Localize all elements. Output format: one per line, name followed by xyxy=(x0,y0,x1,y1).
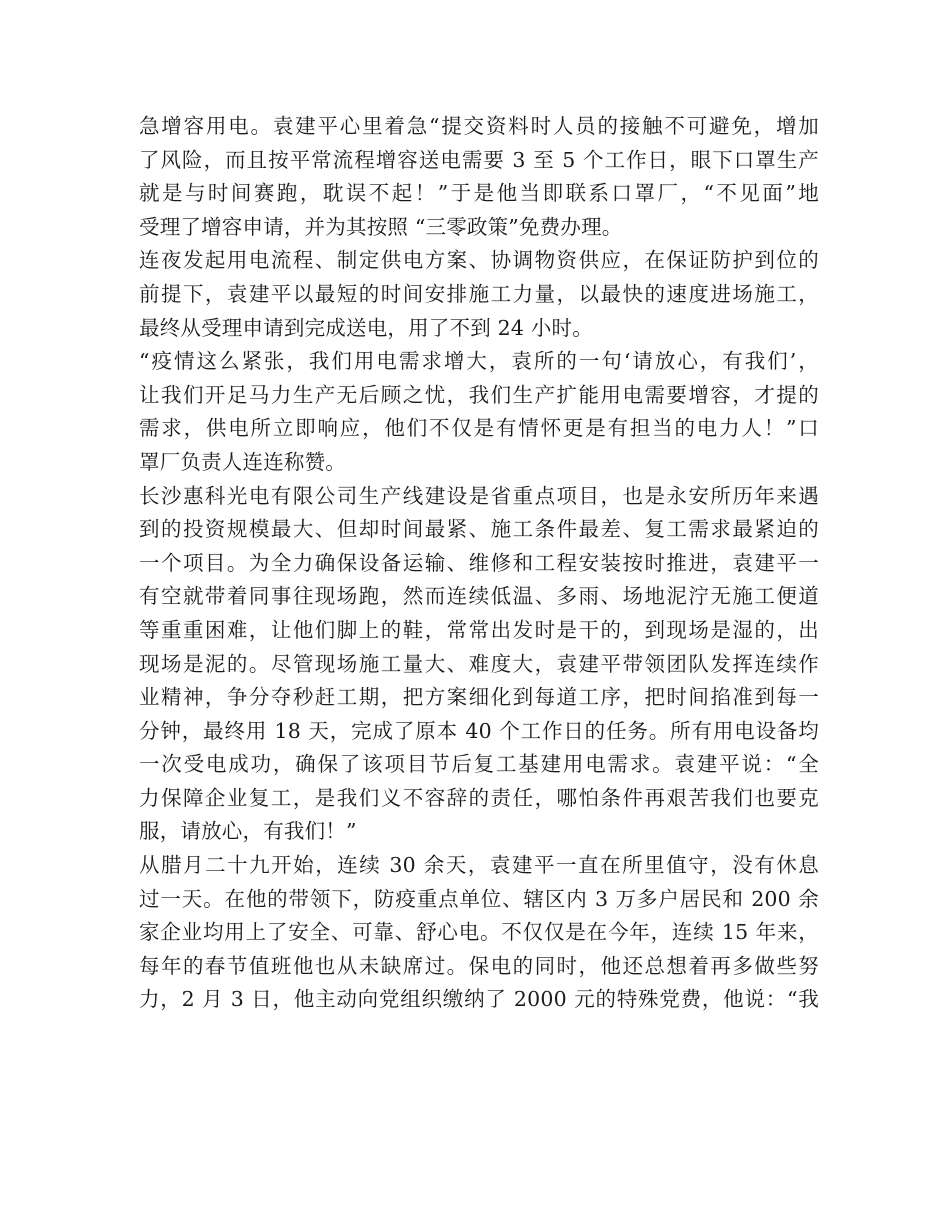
text-line: 罩厂负责人连连称赞。 xyxy=(139,449,346,474)
text-line: 前提下，袁建平以最短的时间安排施工力量，以最快的速度进场施工， xyxy=(139,281,819,306)
text-line: 家企业均用上了安全、可靠、舒心电。不仅仅是在今年，连续 15 年来， xyxy=(139,920,819,945)
text-line: 每年的春节值班他也从未缺席过。保电的同时，他还总想着再多做些努 xyxy=(139,953,819,978)
text-line: 长沙惠科光电有限公司生产线建设是省重点项目，也是永安所历年来遇 xyxy=(139,483,819,508)
text-line: 力，2 月 3 日，他主动向党组织缴纳了 2000 元的特殊党费，他说：“我 xyxy=(139,987,819,1012)
text-line: 力保障企业复工，是我们义不容辞的责任，哪怕条件再艰苦我们也要克 xyxy=(139,785,819,810)
text-line: 急增容用电。袁建平心里着急“提交资料时人员的接触不可避免，增加 xyxy=(139,114,819,138)
text-line: 需求，供电所立即响应，他们不仅是有情怀更是有担当的电力人！”口 xyxy=(139,416,819,441)
text-line: 服，请放心，有我们！” xyxy=(139,819,357,844)
body-text xyxy=(139,110,819,1017)
text-line: 让我们开足马力生产无后顾之忧，我们生产扩能用电需要增容，才提的 xyxy=(139,382,819,407)
text-line: “疫情这么紧张，我们用电需求增大，袁所的一句‘请放心，有我们’， xyxy=(139,349,819,374)
text-line: 等重重困难，让他们脚上的鞋，常常出发时是干的，到现场是湿的，出 xyxy=(139,617,819,642)
text-line: 分钟，最终用 18 天，完成了原本 40 个工作日的任务。所有用电设备均 xyxy=(139,718,819,743)
text-line: 业精神，争分夺秒赶工期，把方案细化到每道工序，把时间掐准到每一 xyxy=(139,685,819,710)
text-line: 一次受电成功，确保了该项目节后复工基建用电需求。袁建平说：“全 xyxy=(139,752,819,777)
text-line: 最终从受理申请到完成送电，用了不到 24 小时。 xyxy=(139,315,593,340)
text-line: 就是与时间赛跑，耽误不起！”于是他当即联系口罩厂，“不见面”地 xyxy=(139,181,819,206)
text-line: 连夜发起用电流程、制定供电方案、协调物资供应，在保证防护到位的 xyxy=(139,248,819,273)
text-line: 受理了增容申请，并为其按照 “三零政策”免费办理。 xyxy=(139,214,623,239)
text-line: 有空就带着同事往现场跑，然而连续低温、多雨、场地泥泞无施工便道 xyxy=(139,584,819,609)
text-line: 从腊月二十九开始，连续 30 余天，袁建平一直在所里值守，没有休息 xyxy=(139,853,819,878)
text-line: 过一天。在他的带领下，防疫重点单位、辖区内 3 万多户居民和 200 余 xyxy=(139,886,819,911)
text-line: 了风险，而且按平常流程增容送电需要 3 至 5 个工作日，眼下口罩生产 xyxy=(139,147,819,172)
text-line: 一个项目。为全力确保设备运输、维修和工程安装按时推进，袁建平一 xyxy=(139,550,819,575)
text-line: 到的投资规模最大、但却时间最紧、施工条件最差、复工需求最紧迫的 xyxy=(139,517,819,542)
text-line: 现场是泥的。尽管现场施工量大、难度大，袁建平带领团队发挥连续作 xyxy=(139,651,819,676)
